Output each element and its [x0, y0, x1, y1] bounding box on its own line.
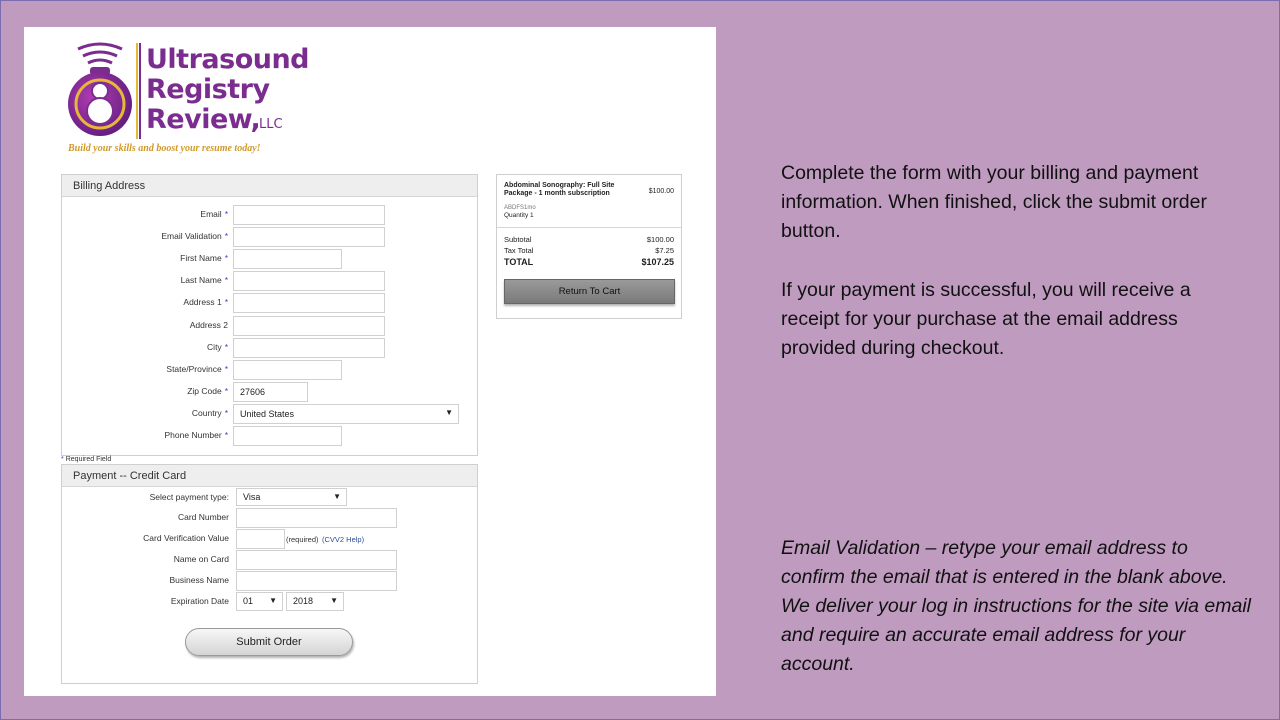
payment-type-row [62, 488, 479, 508]
email-validation-label: Email Validation [161, 231, 222, 241]
first-name-label: First Name [180, 253, 222, 263]
expiration-date-row [62, 592, 479, 612]
chevron-down-icon: ▼ [269, 596, 277, 605]
email-row [62, 205, 479, 225]
brand-tagline: Build your skills and boost your resume today! [68, 143, 261, 154]
checkout-panel [24, 27, 716, 696]
name-on-card-input[interactable] [236, 550, 397, 570]
card-number-label: Card Number [177, 512, 229, 522]
brand-line-3: Review, [146, 104, 261, 135]
payment-header: Payment -- Credit Card [62, 465, 477, 487]
summary-item-quantity: Quantity 1 [504, 212, 534, 219]
phone-number-input[interactable] [233, 426, 342, 446]
billing-address-section [61, 174, 478, 456]
required-asterisk: * [224, 364, 228, 374]
required-note-text: Required Field [65, 456, 112, 463]
cvv-input[interactable] [236, 529, 285, 549]
country-row [62, 404, 479, 424]
submit-order-button[interactable]: Submit Order [185, 628, 353, 656]
address-2-input[interactable] [233, 316, 385, 336]
payment-type-select[interactable] [236, 488, 347, 506]
subtotal-value: $100.00 [646, 235, 674, 244]
card-number-row [62, 508, 479, 528]
address-1-row [62, 293, 479, 313]
brand-line-1: Ultrasound [146, 44, 310, 75]
business-name-label: Business Name [169, 575, 229, 585]
name-on-card-label: Name on Card [173, 554, 229, 564]
logo-divider [136, 43, 142, 139]
expiration-year-value: 2018 [293, 596, 314, 606]
cvv-label: Card Verification Value [143, 533, 229, 543]
instructions-paragraph-2: If your payment is successful, you will receive a receipt for your purchase at the email address provided during checkout. [781, 279, 1191, 359]
tax-total-label: Tax Total [504, 246, 534, 255]
required-field-note [61, 456, 111, 463]
zip-code-label: Zip Code [187, 386, 222, 396]
country-label: Country [191, 408, 222, 418]
required-asterisk: * [224, 275, 228, 285]
card-number-input[interactable] [236, 508, 397, 528]
zip-code-row [62, 382, 479, 402]
brand-suffix: LLC [259, 117, 283, 132]
required-asterisk: * [224, 430, 228, 440]
address-1-label: Address 1 [183, 297, 222, 307]
chevron-down-icon: ▼ [330, 596, 338, 605]
business-name-row [62, 571, 479, 591]
state-province-input[interactable] [233, 360, 342, 380]
state-province-label: State/Province [166, 364, 222, 374]
required-asterisk: * [224, 253, 228, 263]
expiration-date-label: Expiration Date [170, 596, 229, 606]
order-summary [496, 174, 682, 319]
brand-logo [64, 41, 314, 151]
summary-tax-row [504, 246, 674, 255]
country-select-value: United States [240, 409, 295, 419]
email-validation-row [62, 227, 479, 247]
summary-subtotal-row [504, 235, 674, 244]
email-validation-input[interactable] [233, 227, 385, 247]
first-name-input[interactable] [233, 249, 342, 269]
city-input[interactable] [233, 338, 385, 358]
instructions-paragraph-1: Complete the form with your billing and payment information. When finished, click the submit order button. [781, 162, 1207, 242]
country-select[interactable] [233, 404, 459, 424]
city-row [62, 338, 479, 358]
instructions-email-validation: Email Validation – retype your email address to confirm the email that is entered in the blank above. We deliver your log in instructions for the site via email and require an accurate email address for your account. [781, 537, 1252, 675]
last-name-label: Last Name [180, 275, 222, 285]
phone-number-label: Phone Number [164, 430, 222, 440]
expiration-month-value: 01 [243, 596, 254, 606]
required-asterisk: * [224, 209, 228, 219]
required-asterisk: * [224, 297, 228, 307]
address-2-label: Address 2 [189, 320, 228, 330]
payment-type-label: Select payment type: [149, 492, 229, 502]
expiration-year-select[interactable] [286, 592, 344, 611]
business-name-input[interactable] [236, 571, 397, 591]
address-1-input[interactable] [233, 293, 385, 313]
return-to-cart-button[interactable]: Return To Cart [504, 279, 675, 304]
summary-total-row [504, 257, 674, 267]
billing-address-header: Billing Address [62, 175, 477, 197]
required-asterisk: * [224, 386, 228, 396]
total-label: TOTAL [504, 257, 534, 267]
cvv-help-link[interactable]: (CVV2 Help) [322, 535, 365, 544]
tax-total-value: $7.25 [655, 246, 674, 255]
ultrasound-person-logo-icon [64, 41, 144, 141]
cvv-required-text: (required) [286, 535, 319, 544]
brand-line-2: Registry [146, 74, 270, 105]
phone-number-row [62, 426, 479, 446]
required-asterisk: * [224, 408, 228, 418]
expiration-month-select[interactable] [236, 592, 283, 611]
chevron-down-icon: ▼ [445, 408, 453, 417]
address-2-row [62, 316, 479, 336]
summary-item-title: Abdominal Sonography: Full Site Package - 1 month subscription [504, 182, 615, 197]
state-province-row [62, 360, 479, 380]
required-asterisk: * [61, 456, 64, 463]
name-on-card-row [62, 550, 479, 570]
summary-item-sku: ABDFS1mo [504, 205, 536, 211]
summary-item-price: $100.00 [648, 188, 674, 195]
subtotal-label: Subtotal [504, 235, 532, 244]
email-label: Email [200, 209, 222, 219]
zip-code-input[interactable]: 27606 [233, 382, 308, 402]
city-label: City [207, 342, 222, 352]
required-asterisk: * [224, 342, 228, 352]
cvv-row [62, 529, 479, 549]
first-name-row [62, 249, 479, 269]
payment-type-value: Visa [243, 492, 261, 502]
summary-divider [497, 227, 681, 228]
chevron-down-icon: ▼ [333, 492, 341, 501]
email-input[interactable] [233, 205, 385, 225]
required-asterisk: * [224, 231, 228, 241]
last-name-row [62, 271, 479, 291]
total-value: $107.25 [641, 257, 674, 267]
last-name-input[interactable] [233, 271, 385, 291]
